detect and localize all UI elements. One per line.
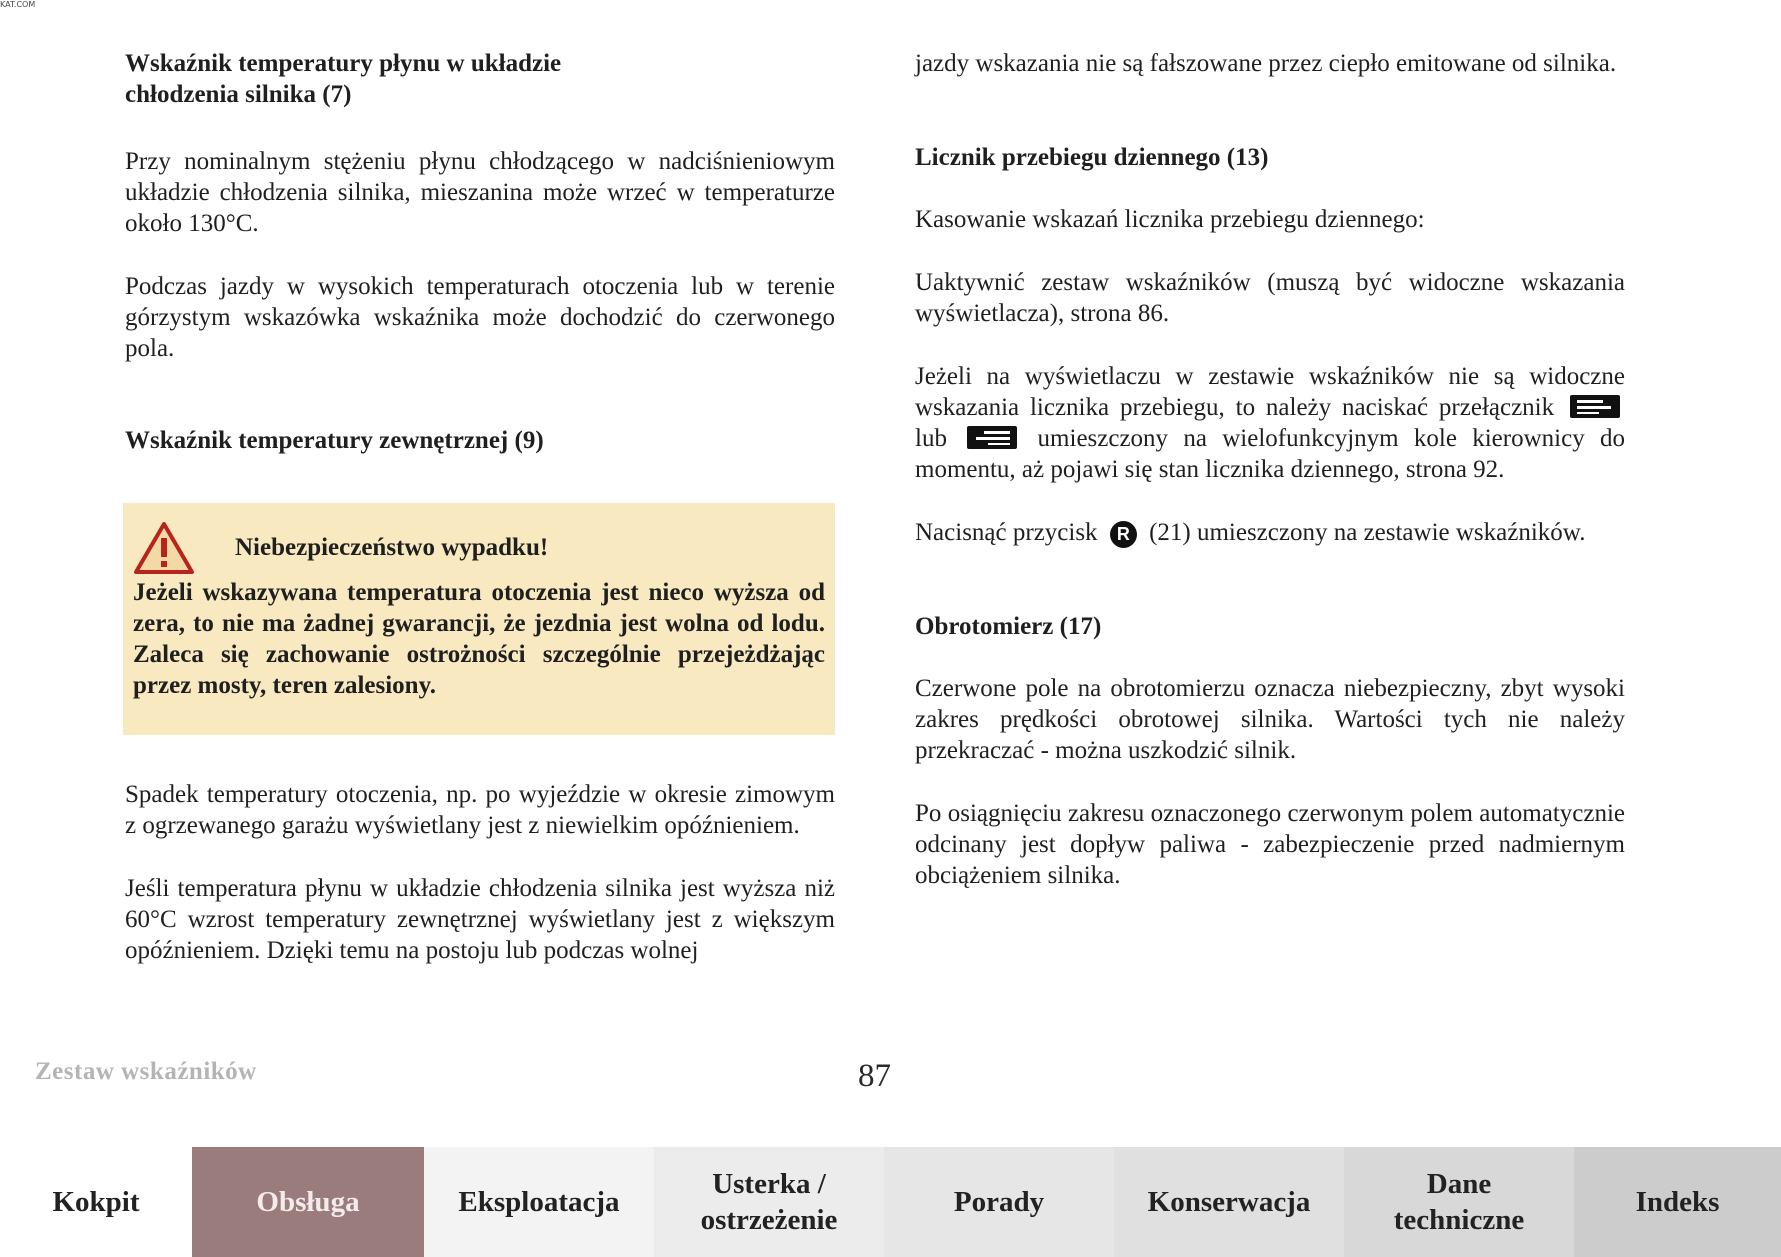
tab-konserwacja-label: Konserwacja bbox=[1147, 1186, 1311, 1218]
section-title: Zestaw wskaźników bbox=[35, 1058, 257, 1085]
page-number: 87 bbox=[858, 1058, 891, 1094]
tab-obsluga[interactable] bbox=[192, 1147, 424, 1257]
heading-tachometer: Obrotomierz (17) bbox=[915, 613, 1102, 640]
right-column bbox=[915, 48, 1625, 891]
warning-text: Jeżeli wskazywana temperatura otoczenia jest nieco wyższa od zera, to nie ma żadnej gwarancji, że jezdnia jest wolna od lodu. Zaleca się zachowanie ostrożności szczególnie przejeżdżając przez mosty, teren zalesiony. bbox=[133, 579, 825, 699]
warning-box bbox=[123, 503, 835, 735]
paragraph-fuel-cutoff: Po osiągnięciu zakresu oznaczonego czerwonym polem automatycznie odcinany jest dopływ paliwa - zabezpieczenie przed nadmiernym obciążeniem silnika. bbox=[915, 800, 1625, 889]
paragraph-reset-trip: Kasowanie wskazań licznika przebiegu dziennego: bbox=[915, 206, 1425, 233]
paragraph-activate-cluster: Uaktywnić zestaw wskaźników (muszą być widoczne wskazania wyświetlacza), strona 86. bbox=[915, 269, 1625, 327]
tab-usterka-ostrzezenie[interactable] bbox=[654, 1147, 884, 1257]
press-text-b: (21) umieszczony na zestawie wskaźników. bbox=[1149, 519, 1586, 546]
paragraph-switch-display bbox=[915, 361, 1625, 485]
heading-coolant-temperature bbox=[125, 48, 835, 110]
reset-button-icon: R bbox=[1110, 521, 1137, 548]
left-column bbox=[125, 48, 835, 966]
paragraph-coolant-red-field: Podczas jazdy w wysokich temperaturach otoczenia lub w terenie górzystym wskazówka wskaźnika może dochodzić do czerwonego pola. bbox=[125, 273, 835, 362]
paragraph-red-field: Czerwone pole na obrotomierzu oznacza niebezpieczny, zbyt wysoki zakres prędkości obrotowej silnika. Wartości tych nie należy przekraczać - można uszkodzić silnik. bbox=[915, 675, 1625, 764]
switch-text-c: umieszczony na wielofunkcyjnym kole kierownicy do momentu, aż pojawi się stan licznika dziennego, strona 92. bbox=[915, 425, 1625, 483]
tab-dane-techniczne[interactable] bbox=[1344, 1147, 1574, 1257]
tab-porady-label: Porady bbox=[953, 1186, 1045, 1218]
tab-eksploatacja-label: Eksploatacja bbox=[458, 1186, 620, 1218]
paragraph-coolant-60c: Jeśli temperatura płynu w układzie chłodzenia silnika jest wyższa niż 60°C wzrost temperatury zewnętrznej wyświetlany jest z większym opóźnieniem. Dzięki temu na postoju lub podczas wolnej bbox=[125, 875, 835, 964]
tab-indeks-label: Indeks bbox=[1635, 1186, 1720, 1218]
tab-porady[interactable] bbox=[884, 1147, 1114, 1257]
watermark: KAT.COM bbox=[0, 0, 36, 9]
press-text-a: Nacisnąć przycisk bbox=[915, 519, 1098, 546]
heading-coolant-line2: chłodzenia silnika (7) bbox=[125, 81, 352, 108]
switch-text-a: Jeżeli na wyświetlaczu w zestawie wskaźników nie są widoczne wskazania licznika przebiegu, to należy naciskać przełącznik bbox=[915, 363, 1625, 421]
display-back-button-icon bbox=[966, 425, 1018, 450]
tab-dane-line1: Dane bbox=[1426, 1168, 1492, 1200]
warning-triangle-icon bbox=[133, 521, 195, 575]
tab-usterka-line2: ostrzeżenie bbox=[700, 1204, 838, 1236]
paragraph-temperature-delay: Spadek temperatury otoczenia, np. po wyjeździe w okresie zimowym z ogrzewanego garażu wyświetlany jest z niewielkim opóźnieniem. bbox=[125, 781, 835, 839]
tab-obsluga-label: Obsługa bbox=[256, 1186, 360, 1218]
paragraph-coolant-boiling: Przy nominalnym stężeniu płynu chłodzącego w nadciśnieniowym układzie chłodzenia silnika, mieszanina może wrzeć w temperaturze około 130°C. bbox=[125, 148, 835, 237]
tab-konserwacja[interactable] bbox=[1114, 1147, 1344, 1257]
warning-title: Niebezpieczeństwo wypadku! bbox=[235, 534, 549, 561]
heading-coolant-line1: Wskaźnik temperatury płynu w układzie bbox=[125, 50, 562, 77]
heading-trip-counter: Licznik przebiegu dziennego (13) bbox=[915, 144, 1269, 171]
tab-usterka-label bbox=[701, 1166, 838, 1238]
tab-dane-label bbox=[1394, 1166, 1524, 1238]
tab-dane-line2: techniczne bbox=[1393, 1204, 1525, 1236]
display-forward-button-icon bbox=[1569, 394, 1621, 419]
tab-kokpit-label: Kokpit bbox=[52, 1186, 140, 1218]
switch-text-b: lub bbox=[915, 425, 947, 452]
chapter-navigation bbox=[0, 1147, 1781, 1257]
paragraph-continued: jazdy wskazania nie są fałszowane przez ciepło emitowane od silnika. bbox=[915, 50, 1617, 77]
heading-outside-temperature: Wskaźnik temperatury zewnętrznej (9) bbox=[125, 427, 544, 454]
tab-usterka-line1: Usterka / bbox=[712, 1168, 826, 1200]
warning-header bbox=[133, 519, 825, 577]
tab-eksploatacja[interactable] bbox=[424, 1147, 654, 1257]
tab-kokpit[interactable] bbox=[0, 1147, 192, 1257]
tab-indeks[interactable] bbox=[1574, 1147, 1781, 1257]
paragraph-press-reset bbox=[915, 517, 1625, 548]
